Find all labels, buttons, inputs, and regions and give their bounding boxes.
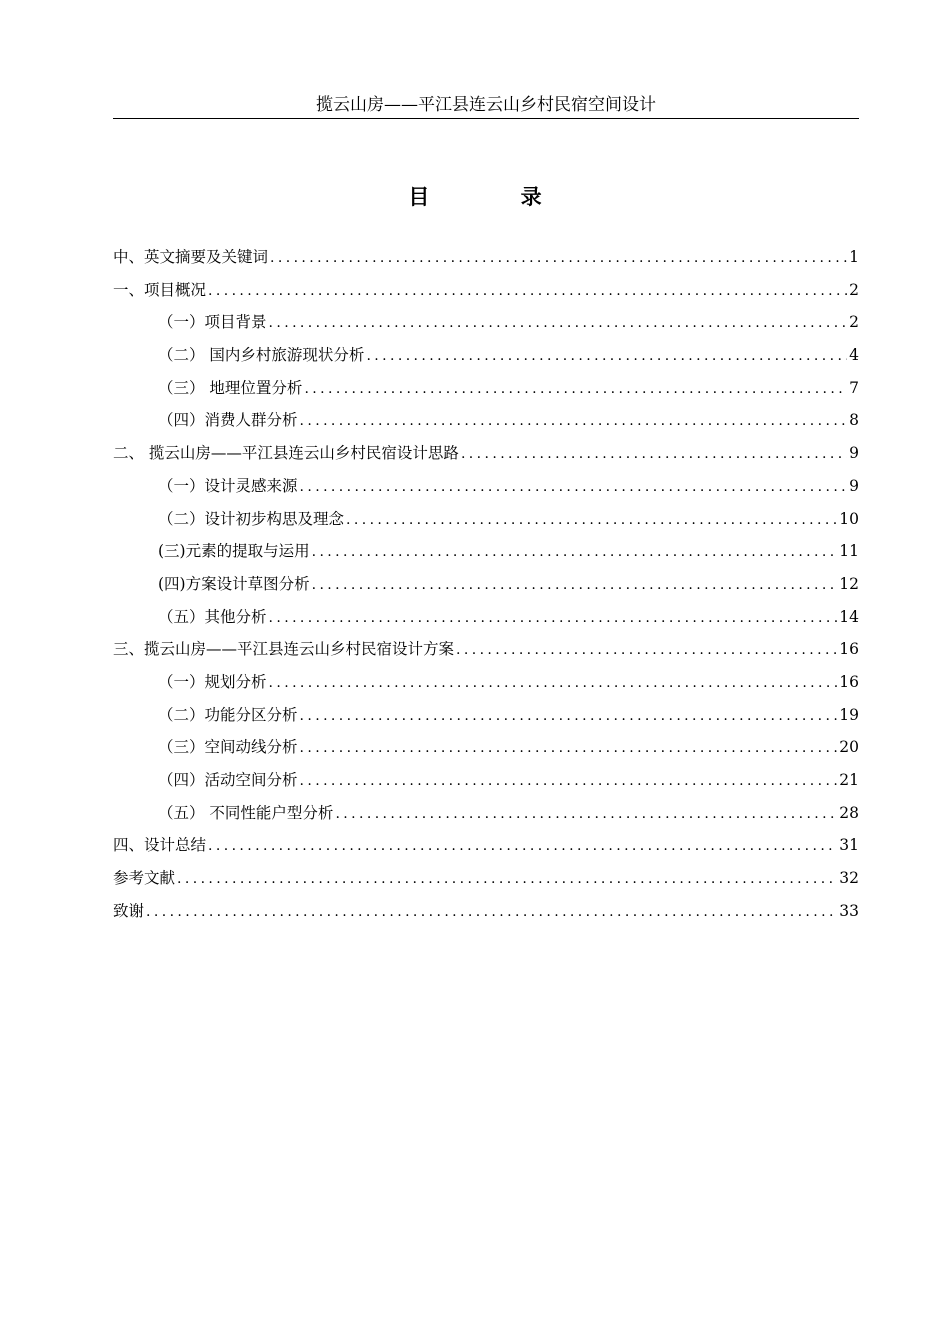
toc-entry[interactable] <box>113 570 859 603</box>
toc-entry-label: （四）活动空间分析 <box>158 771 298 789</box>
toc-entry-label: 二、 揽云山房——平江县连云山乡村民宿设计思路 <box>113 444 459 463</box>
toc-entry[interactable] <box>113 733 859 766</box>
toc-page-number: 2 <box>849 313 859 332</box>
toc-entry[interactable] <box>113 439 859 472</box>
toc-dot-leader <box>304 375 847 403</box>
toc-page-number: 1 <box>849 248 859 266</box>
toc-page-number: 33 <box>839 901 859 920</box>
toc-page-number: 19 <box>839 705 859 724</box>
toc-entry-label: 一、项目概况 <box>113 280 207 299</box>
toc-dot-leader <box>346 506 837 534</box>
toc-page-number: 21 <box>839 771 859 789</box>
toc-entry-label: （五） 不同性能户型分析 <box>158 803 334 822</box>
toc-dot-leader <box>208 832 837 860</box>
toc-entry-label: （一）项目背景 <box>158 313 267 332</box>
toc-entry-label: 中、英文摘要及关键词 <box>113 248 269 266</box>
header-rule <box>113 118 859 119</box>
toc-page-number: 9 <box>849 444 859 463</box>
toc-entry-label: （一）规划分析 <box>158 672 267 691</box>
toc-dot-leader <box>300 734 838 762</box>
toc-dot-leader <box>312 538 838 566</box>
toc-entry[interactable] <box>113 537 859 570</box>
toc-entry[interactable] <box>113 308 859 341</box>
toc-page-number: 14 <box>839 607 859 626</box>
toc-entry-label: （四）消费人群分析 <box>158 411 298 430</box>
toc-dot-leader <box>312 571 838 599</box>
toc-page-number: 8 <box>849 411 859 430</box>
toc-entry-label: （二）功能分区分析 <box>158 705 298 724</box>
toc-entry-label: (四)方案设计草图分析 <box>158 574 310 593</box>
toc-page-number: 16 <box>839 640 859 659</box>
toc-dot-leader <box>269 604 838 632</box>
toc-entry[interactable] <box>113 897 859 930</box>
toc-entry-label: 致谢 <box>113 901 145 920</box>
toc-page-number: 4 <box>849 346 859 365</box>
toc-entry-label: （五）其他分析 <box>158 607 267 626</box>
toc-entry[interactable] <box>113 341 859 374</box>
toc-list <box>113 243 859 929</box>
toc-dot-leader <box>461 440 847 468</box>
toc-dot-leader <box>300 407 848 435</box>
toc-dot-leader <box>456 636 837 664</box>
toc-entry[interactable] <box>113 276 859 309</box>
toc-entry[interactable] <box>113 505 859 538</box>
toc-page-number: 28 <box>839 803 859 822</box>
toc-entry[interactable] <box>113 603 859 636</box>
toc-dot-leader <box>270 244 847 272</box>
toc-page-number: 10 <box>839 509 859 528</box>
toc-entry-label: 参考文献 <box>113 869 176 888</box>
toc-dot-leader <box>300 702 838 730</box>
toc-entry[interactable] <box>113 472 859 505</box>
toc-dot-leader <box>335 800 837 828</box>
toc-page-number: 2 <box>849 280 859 299</box>
toc-dot-leader <box>300 473 848 501</box>
toc-entry-label: （三） 地理位置分析 <box>158 378 303 397</box>
toc-dot-leader <box>146 898 837 926</box>
toc-entry[interactable] <box>113 766 859 799</box>
toc-entry[interactable] <box>113 668 859 701</box>
running-header: 揽云山房——平江县连云山乡村民宿空间设计 <box>316 95 656 115</box>
toc-entry-label: 三、揽云山房——平江县连云山乡村民宿设计方案 <box>113 640 455 659</box>
toc-entry-label: (三)元素的提取与运用 <box>158 542 310 561</box>
toc-page-number: 9 <box>849 476 859 495</box>
toc-entry-label: （三）空间动线分析 <box>158 738 298 757</box>
toc-dot-leader <box>366 342 847 370</box>
toc-entry-label: （二） 国内乡村旅游现状分析 <box>158 346 365 365</box>
toc-entry[interactable] <box>113 635 859 668</box>
toc-page-number: 11 <box>839 542 859 561</box>
toc-dot-leader <box>177 865 837 893</box>
toc-entry-label: （二）设计初步构思及理念 <box>158 509 345 528</box>
toc-dot-leader <box>269 309 848 337</box>
toc-title: 目 录 <box>408 185 584 209</box>
toc-entry[interactable] <box>113 831 859 864</box>
toc-entry-label: （一）设计灵感来源 <box>158 476 298 495</box>
toc-entry[interactable] <box>113 799 859 832</box>
toc-page-number: 32 <box>839 869 859 888</box>
toc-page-number: 7 <box>849 378 859 397</box>
toc-page-number: 16 <box>839 672 859 691</box>
toc-dot-leader <box>269 669 838 697</box>
toc-dot-leader <box>300 767 838 795</box>
toc-page-number: 12 <box>839 574 859 593</box>
toc-entry-label: 四、设计总结 <box>113 836 207 855</box>
toc-entry[interactable] <box>113 701 859 734</box>
toc-dot-leader <box>208 277 847 305</box>
toc-entry[interactable] <box>113 406 859 439</box>
toc-page-number: 20 <box>839 738 859 757</box>
toc-entry[interactable] <box>113 374 859 407</box>
toc-entry[interactable] <box>113 864 859 897</box>
toc-page-number: 31 <box>839 836 859 855</box>
toc-entry[interactable] <box>113 243 859 276</box>
